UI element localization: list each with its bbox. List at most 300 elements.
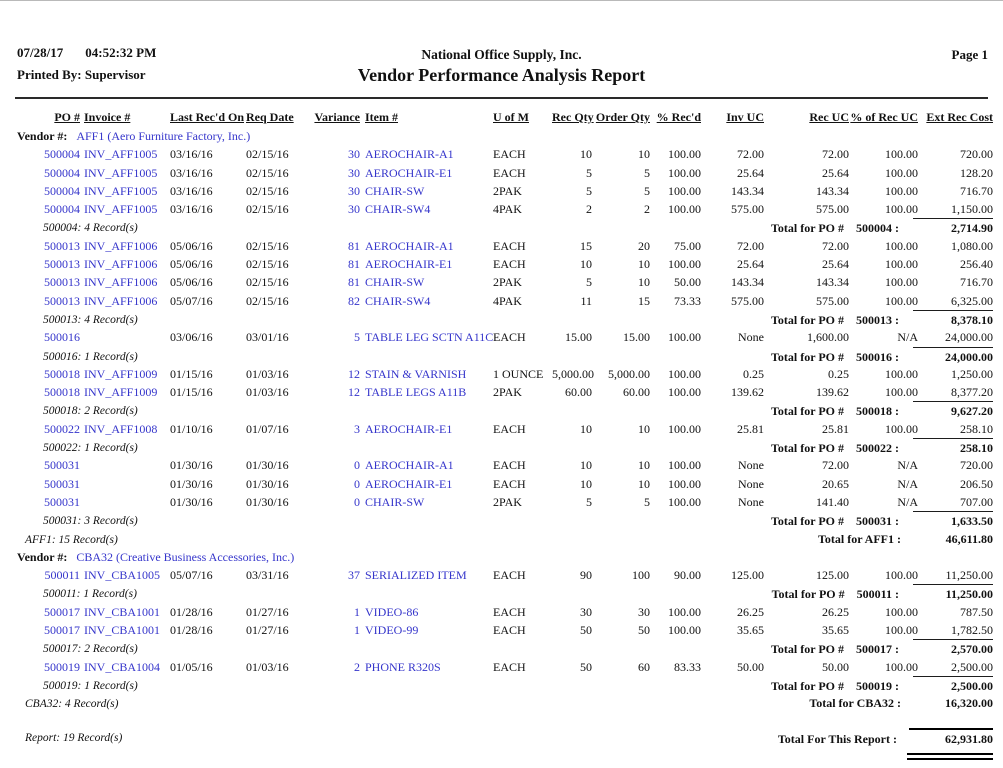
vendor-total-row <box>0 530 1003 548</box>
po-total-value: 8,378.10 <box>913 310 993 329</box>
po-records-count: 500017: 2 Record(s) <box>43 643 138 656</box>
order-qty: 30 <box>638 604 650 619</box>
detail-row <box>0 383 1003 401</box>
inv-uc: None <box>738 458 764 473</box>
po-total-group <box>771 511 993 530</box>
po-total-number: 500019 : <box>856 678 899 693</box>
item-link[interactable]: PHONE R320S <box>365 659 441 674</box>
item-link[interactable]: CHAIR-SW <box>365 275 425 290</box>
last-recd-date: 05/06/16 <box>170 238 213 253</box>
rec-qty: 50 <box>580 623 592 638</box>
po-link[interactable]: 500013 <box>44 238 80 253</box>
po-records-count: 500004: 4 Record(s) <box>43 222 138 235</box>
last-recd-date: 01/28/16 <box>170 623 213 638</box>
po-link[interactable]: 500004 <box>44 202 80 217</box>
vendor-number-label: Vendor #: <box>17 129 68 143</box>
po-link[interactable]: 500031 <box>44 458 80 473</box>
inv-uc: 25.64 <box>737 257 764 272</box>
pct-rec-uc: 100.00 <box>885 623 918 638</box>
po-total-number: 500022 : <box>856 441 899 456</box>
po-total-number: 500017 : <box>856 642 899 657</box>
req-date: 01/07/16 <box>246 421 289 436</box>
col-inv-uc: Inv UC <box>726 110 764 124</box>
pct-recd: 100.00 <box>668 183 701 198</box>
header-rule <box>15 97 988 99</box>
invoice-link[interactable]: INV_AFF1006 <box>84 257 158 272</box>
invoice-link[interactable]: INV_AFF1008 <box>84 421 158 436</box>
inv-uc: 125.00 <box>731 568 764 583</box>
pct-recd: 100.00 <box>668 476 701 491</box>
rec-qty: 5 <box>586 183 592 198</box>
inv-uc: 575.00 <box>731 202 764 217</box>
po-subtotal-row <box>0 639 1003 657</box>
item-link[interactable]: AEROCHAIR-A1 <box>365 458 454 473</box>
req-date: 02/15/16 <box>246 238 289 253</box>
invoice-link[interactable]: INV_AFF1005 <box>84 183 158 198</box>
order-qty: 5,000.00 <box>608 366 650 381</box>
uom-value: EACH <box>493 568 526 583</box>
last-recd-date: 01/15/16 <box>170 385 213 400</box>
vendor-total-label: Total for AFF1 : <box>818 531 901 546</box>
vendor-name-link[interactable]: CBA32 (Creative Business Accessories, Inc.) <box>76 549 295 564</box>
ext-rec-cost: 716.70 <box>960 275 993 290</box>
detail-row <box>0 237 1003 255</box>
order-qty: 20 <box>638 238 650 253</box>
req-date: 02/15/16 <box>246 202 289 217</box>
uom-value: 2PAK <box>493 385 522 400</box>
col-u-of-m: U of M <box>493 110 529 124</box>
po-total-label: Total for PO # <box>770 221 844 236</box>
pct-rec-uc: 100.00 <box>885 366 918 381</box>
invoice-link[interactable]: INV_AFF1005 <box>84 202 158 217</box>
variance-value: 81 <box>348 257 360 272</box>
inv-uc: None <box>738 476 764 491</box>
invoice-link[interactable]: INV_CBA1005 <box>84 568 161 583</box>
ext-rec-cost: 1,150.00 <box>951 202 993 217</box>
pct-recd: 83.33 <box>674 659 701 674</box>
rec-qty: 5,000.00 <box>552 366 594 381</box>
invoice-link[interactable]: INV_CBA1001 <box>84 623 161 638</box>
pct-rec-uc: 100.00 <box>885 147 918 162</box>
order-qty: 60 <box>638 659 650 674</box>
req-date: 01/03/16 <box>246 659 289 674</box>
inv-uc: 143.34 <box>731 275 764 290</box>
item-link[interactable]: TABLE LEGS A11B <box>365 385 467 400</box>
last-recd-date: 01/30/16 <box>170 458 213 473</box>
detail-row <box>0 328 1003 346</box>
po-subtotal-row <box>0 401 1003 419</box>
po-total-value: 11,250.00 <box>913 584 993 603</box>
rec-uc: 125.00 <box>816 568 849 583</box>
invoice-link[interactable]: INV_CBA1001 <box>84 604 161 619</box>
item-link[interactable]: SERIALIZED ITEM <box>365 568 467 583</box>
item-link[interactable]: VIDEO-99 <box>365 623 419 638</box>
item-link[interactable]: CHAIR-SW <box>365 494 425 509</box>
po-link[interactable]: 500022 <box>44 421 80 436</box>
detail-row <box>0 566 1003 584</box>
po-total-group <box>771 310 993 329</box>
variance-value: 30 <box>348 147 360 162</box>
po-total-label: Total for PO # <box>770 349 844 364</box>
detail-row <box>0 456 1003 474</box>
last-recd-date: 01/30/16 <box>170 476 213 491</box>
po-total-number: 500031 : <box>856 514 899 529</box>
po-records-count: 500022: 1 Record(s) <box>43 442 138 455</box>
item-link[interactable]: CHAIR-SW4 <box>365 293 431 308</box>
po-records-count: 500011: 1 Record(s) <box>43 588 137 601</box>
uom-value: 1 OUNCE <box>493 366 544 381</box>
vendor-total-label: Total for CBA32 : <box>809 696 901 711</box>
col-rec-uc: Rec UC <box>809 110 849 124</box>
po-total-group <box>771 401 993 420</box>
uom-value: EACH <box>493 147 526 162</box>
pct-recd: 100.00 <box>668 421 701 436</box>
req-date: 01/30/16 <box>246 458 289 473</box>
pct-recd: 73.33 <box>674 293 701 308</box>
order-qty: 5 <box>644 494 650 509</box>
pct-rec-uc: 100.00 <box>885 604 918 619</box>
report-footer-row <box>0 728 1003 762</box>
rec-qty: 10 <box>580 421 592 436</box>
rec-qty: 90 <box>580 568 592 583</box>
print-date: 07/28/17 <box>17 45 64 60</box>
vendor-records-count: AFF1: 15 Record(s) <box>25 533 118 546</box>
item-link[interactable]: AEROCHAIR-E1 <box>365 421 453 436</box>
last-recd-date: 01/15/16 <box>170 366 213 381</box>
report-records-count: Report: 19 Record(s) <box>25 731 123 744</box>
uom-value: 2PAK <box>493 275 522 290</box>
order-qty: 15.00 <box>623 330 650 345</box>
variance-value: 0 <box>354 476 360 491</box>
report-title: Vendor Performance Analysis Report <box>357 65 646 85</box>
po-total-value: 9,627.20 <box>913 401 993 420</box>
ext-rec-cost: 8,377.20 <box>951 385 993 400</box>
invoice-link[interactable]: INV_AFF1006 <box>84 293 158 308</box>
col-ext-rec-cost: Ext Rec Cost <box>926 110 993 124</box>
req-date: 01/03/16 <box>246 385 289 400</box>
col-last-rec-d-on: Last Rec'd On <box>170 110 245 124</box>
report-table <box>0 107 1003 762</box>
report-total-label: Total For This Report : <box>777 731 897 746</box>
po-total-value: 1,633.50 <box>913 511 993 530</box>
uom-value: EACH <box>493 238 526 253</box>
detail-row <box>0 292 1003 310</box>
po-total-number: 500011 : <box>856 587 899 602</box>
item-link[interactable]: AEROCHAIR-E1 <box>365 165 453 180</box>
invoice-link[interactable]: INV_AFF1005 <box>84 165 158 180</box>
inv-uc: 143.34 <box>731 183 764 198</box>
variance-value: 30 <box>348 202 360 217</box>
last-recd-date: 03/06/16 <box>170 330 213 345</box>
po-total-group <box>771 676 993 695</box>
last-recd-date: 05/06/16 <box>170 275 213 290</box>
ext-rec-cost: 128.20 <box>960 165 993 180</box>
po-records-count: 500019: 1 Record(s) <box>43 679 138 692</box>
po-subtotal-row <box>0 347 1003 365</box>
po-link[interactable]: 500031 <box>44 494 80 509</box>
order-qty: 10 <box>638 421 650 436</box>
req-date: 02/15/16 <box>246 147 289 162</box>
po-total-value: 2,500.00 <box>913 676 993 695</box>
variance-value: 1 <box>354 623 360 638</box>
pct-recd: 100.00 <box>668 147 701 162</box>
ext-rec-cost: 707.00 <box>960 494 993 509</box>
invoice-link[interactable]: INV_CBA1004 <box>84 659 161 674</box>
po-link[interactable]: 500018 <box>44 385 80 400</box>
vendor-number-label: Vendor #: <box>17 549 68 564</box>
rec-qty: 60.00 <box>565 385 592 400</box>
po-link[interactable]: 500031 <box>44 476 80 491</box>
rec-uc: 575.00 <box>816 202 849 217</box>
pct-rec-uc: 100.00 <box>885 257 918 272</box>
rec-uc: 26.25 <box>822 604 849 619</box>
order-qty: 10 <box>638 257 650 272</box>
po-link[interactable]: 500013 <box>44 275 80 290</box>
order-qty: 10 <box>638 147 650 162</box>
po-link[interactable]: 500017 <box>44 604 80 619</box>
vendor-total-group <box>809 694 993 712</box>
req-date: 01/27/16 <box>246 623 289 638</box>
ext-rec-cost: 206.50 <box>960 476 993 491</box>
req-date: 02/15/16 <box>246 183 289 198</box>
detail-row <box>0 182 1003 200</box>
po-link[interactable]: 500013 <box>44 257 80 272</box>
pct-recd: 100.00 <box>668 623 701 638</box>
rec-uc: 25.64 <box>822 257 849 272</box>
variance-value: 0 <box>354 494 360 509</box>
col-of-rec-uc: % of Rec UC <box>850 110 918 124</box>
vendor-total-group <box>818 530 993 548</box>
po-total-label: Total for PO # <box>770 312 844 327</box>
po-link[interactable]: 500013 <box>44 293 80 308</box>
po-records-count: 500031: 3 Record(s) <box>43 515 138 528</box>
last-recd-date: 05/06/16 <box>170 257 213 272</box>
item-link[interactable]: AEROCHAIR-A1 <box>365 238 454 253</box>
po-link[interactable]: 500004 <box>44 183 80 198</box>
last-recd-date: 01/10/16 <box>170 421 213 436</box>
order-qty: 50 <box>638 623 650 638</box>
rec-qty: 2 <box>586 202 592 217</box>
item-link[interactable]: TABLE LEG SCTN A11C <box>365 330 494 345</box>
req-date: 02/15/16 <box>246 293 289 308</box>
variance-value: 30 <box>348 165 360 180</box>
variance-value: 12 <box>348 366 360 381</box>
req-date: 03/31/16 <box>246 568 289 583</box>
order-qty: 15 <box>638 293 650 308</box>
rec-uc: 25.81 <box>822 421 849 436</box>
order-qty: 10 <box>638 458 650 473</box>
detail-row <box>0 420 1003 438</box>
order-qty: 5 <box>644 165 650 180</box>
detail-row <box>0 164 1003 182</box>
uom-value: EACH <box>493 421 526 436</box>
last-recd-date: 01/28/16 <box>170 604 213 619</box>
pct-rec-uc: 100.00 <box>885 385 918 400</box>
variance-value: 30 <box>348 183 360 198</box>
rec-uc: 0.25 <box>828 366 849 381</box>
rec-uc: 72.00 <box>822 238 849 253</box>
col-invoice: Invoice # <box>84 110 131 124</box>
item-link[interactable]: STAIN & VARNISH <box>365 366 467 381</box>
inv-uc: 26.25 <box>737 604 764 619</box>
rec-uc: 50.00 <box>822 659 849 674</box>
pct-recd: 100.00 <box>668 458 701 473</box>
rec-uc: 575.00 <box>816 293 849 308</box>
po-total-label: Total for PO # <box>770 441 844 456</box>
ext-rec-cost: 258.10 <box>960 421 993 436</box>
vendor-total-value: 16,320.00 <box>945 696 993 711</box>
item-link[interactable]: AEROCHAIR-E1 <box>365 476 453 491</box>
rec-qty: 10 <box>580 257 592 272</box>
rec-qty: 30 <box>580 604 592 619</box>
invoice-link[interactable]: INV_AFF1006 <box>84 275 158 290</box>
vendor-records-count: CBA32: 4 Record(s) <box>25 698 119 711</box>
item-link[interactable]: AEROCHAIR-A1 <box>365 147 454 162</box>
po-total-value: 2,714.90 <box>913 218 993 237</box>
req-date: 01/03/16 <box>246 366 289 381</box>
item-link[interactable]: AEROCHAIR-E1 <box>365 257 453 272</box>
ext-rec-cost: 6,325.00 <box>951 293 993 308</box>
order-qty: 10 <box>638 275 650 290</box>
po-link[interactable]: 500016 <box>44 330 80 345</box>
detail-row <box>0 603 1003 621</box>
report-total-value: 62,931.80 <box>909 728 993 748</box>
item-link[interactable]: CHAIR-SW <box>365 183 425 198</box>
invoice-link[interactable]: INV_AFF1006 <box>84 238 158 253</box>
po-link[interactable]: 500004 <box>44 147 80 162</box>
ext-rec-cost: 716.70 <box>960 183 993 198</box>
po-subtotal-row <box>0 676 1003 694</box>
inv-uc: 575.00 <box>731 293 764 308</box>
rec-qty: 5 <box>586 494 592 509</box>
pct-rec-uc: 100.00 <box>885 165 918 180</box>
col-rec-d: % Rec'd <box>656 110 701 124</box>
pct-rec-uc: 100.00 <box>885 568 918 583</box>
company-name: National Office Supply, Inc. <box>421 47 582 62</box>
po-link[interactable]: 500004 <box>44 165 80 180</box>
last-recd-date: 03/16/16 <box>170 147 213 162</box>
detail-row <box>0 145 1003 163</box>
print-time: 04:52:32 PM <box>85 45 157 60</box>
vendor-header-row <box>0 548 1003 566</box>
po-subtotal-row <box>0 218 1003 236</box>
rec-qty: 11 <box>580 293 592 308</box>
po-total-label: Total for PO # <box>770 642 844 657</box>
po-total-value: 24,000.00 <box>913 347 993 366</box>
req-date: 02/15/16 <box>246 275 289 290</box>
req-date: 03/01/16 <box>246 330 289 345</box>
po-link[interactable]: 500018 <box>44 366 80 381</box>
last-recd-date: 01/30/16 <box>170 494 213 509</box>
req-date: 02/15/16 <box>246 257 289 272</box>
pct-recd: 100.00 <box>668 385 701 400</box>
ext-rec-cost: 1,250.00 <box>951 366 993 381</box>
po-link[interactable]: 500019 <box>44 659 80 674</box>
item-link[interactable]: VIDEO-86 <box>365 604 419 619</box>
last-recd-date: 03/16/16 <box>170 183 213 198</box>
req-date: 02/15/16 <box>246 165 289 180</box>
po-records-count: 500016: 1 Record(s) <box>43 350 138 363</box>
vendor-name-link[interactable]: AFF1 (Aero Furniture Factory, Inc.) <box>76 129 251 143</box>
variance-value: 81 <box>348 275 360 290</box>
po-total-value: 258.10 <box>913 438 993 457</box>
detail-row <box>0 658 1003 676</box>
po-subtotal-row <box>0 584 1003 602</box>
uom-value: EACH <box>493 623 526 638</box>
pct-rec-uc: 100.00 <box>885 275 918 290</box>
pct-recd: 100.00 <box>668 604 701 619</box>
uom-value: 4PAK <box>493 293 522 308</box>
inv-uc: 25.81 <box>737 421 764 436</box>
rec-qty: 10 <box>580 458 592 473</box>
last-recd-date: 05/07/16 <box>170 293 213 308</box>
po-total-group <box>771 639 993 658</box>
inv-uc: 139.62 <box>731 385 764 400</box>
order-qty: 10 <box>638 476 650 491</box>
pct-rec-uc: N/A <box>897 494 918 509</box>
pct-recd: 100.00 <box>668 330 701 345</box>
pct-recd: 100.00 <box>668 366 701 381</box>
inv-uc: None <box>738 494 764 509</box>
report-total-double-rule <box>907 753 993 760</box>
po-total-number: 500004 : <box>856 221 899 236</box>
ext-rec-cost: 11,250.00 <box>945 568 993 583</box>
po-link[interactable]: 500017 <box>44 623 80 638</box>
po-link[interactable]: 500011 <box>44 568 80 583</box>
ext-rec-cost: 787.50 <box>960 604 993 619</box>
detail-row <box>0 200 1003 218</box>
po-total-number: 500016 : <box>856 349 899 364</box>
item-link[interactable]: CHAIR-SW4 <box>365 202 431 217</box>
pct-rec-uc: 100.00 <box>885 202 918 217</box>
ext-rec-cost: 24,000.00 <box>945 330 993 345</box>
rec-uc: 20.65 <box>822 476 849 491</box>
invoice-link[interactable]: INV_AFF1009 <box>84 366 158 381</box>
pct-recd: 75.00 <box>674 238 701 253</box>
col-variance: Variance <box>314 110 360 124</box>
po-total-label: Total for PO # <box>770 404 844 419</box>
pct-rec-uc: 100.00 <box>885 421 918 436</box>
order-qty: 2 <box>644 202 650 217</box>
vendor-header-row <box>0 127 1003 145</box>
detail-row <box>0 255 1003 273</box>
rec-qty: 50 <box>580 659 592 674</box>
inv-uc: 72.00 <box>737 147 764 162</box>
detail-row <box>0 365 1003 383</box>
rec-uc: 1,600.00 <box>807 330 849 345</box>
vendor-total-value: 46,611.80 <box>945 531 993 546</box>
pct-recd: 50.00 <box>674 275 701 290</box>
uom-value: EACH <box>493 604 526 619</box>
pct-rec-uc: 100.00 <box>885 659 918 674</box>
col-rec-qty: Rec Qty <box>552 110 594 124</box>
pct-recd: 100.00 <box>668 165 701 180</box>
inv-uc: 50.00 <box>737 659 764 674</box>
po-total-group <box>771 218 993 237</box>
invoice-link[interactable]: INV_AFF1009 <box>84 385 158 400</box>
uom-value: EACH <box>493 165 526 180</box>
po-total-label: Total for PO # <box>770 678 844 693</box>
invoice-link[interactable]: INV_AFF1005 <box>84 147 158 162</box>
uom-value: 2PAK <box>493 494 522 509</box>
variance-value: 12 <box>348 385 360 400</box>
inv-uc: 0.25 <box>743 366 764 381</box>
inv-uc: 25.64 <box>737 165 764 180</box>
pct-rec-uc: 100.00 <box>885 238 918 253</box>
col-req-date: Req Date <box>246 110 294 124</box>
rec-uc: 141.40 <box>816 494 849 509</box>
rec-qty: 5 <box>586 165 592 180</box>
